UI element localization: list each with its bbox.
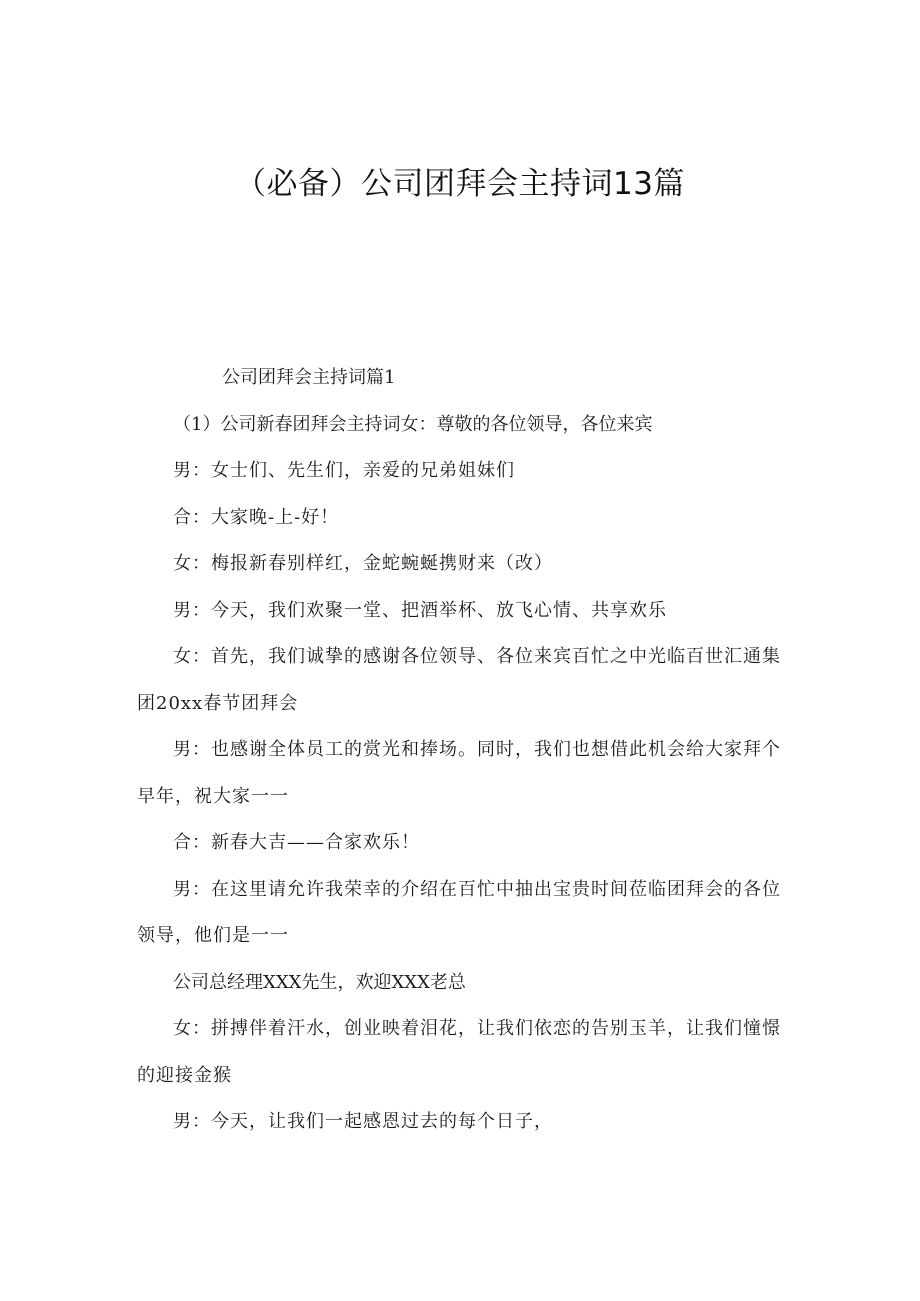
paragraph-8: 合：新春大吉——合家欢乐！ (173, 832, 420, 853)
paragraph-6: 女：首先，我们诚挚的感谢各位领导、各位来宾百忙之中光临百世汇通集团20xx春节团拜会 (137, 646, 781, 714)
paragraph-1: （1）公司新春团拜会主持词女：尊敬的各位领导，各位来宾 (173, 413, 653, 435)
paragraph-7: 男：也感谢全体员工的赏光和捧场。同时，我们也想借此机会给大家拜个早年，祝大家一一 (137, 739, 781, 807)
paragraph-2: 男：女士们、先生们，亲爱的兄弟姐妹们 (173, 460, 515, 481)
paragraph-3: 合：大家晚-上-好！ (173, 506, 340, 528)
paragraph-5: 男：今天，我们欢聚一堂、把酒举杯、放飞心情、共享欢乐 (173, 599, 667, 621)
paragraph-4: 女：梅报新春别样红，金蛇蜿蜒携财来（改） (173, 553, 553, 574)
paragraph-11: 女：拼搏伴着汗水，创业映着泪花，让我们依恋的告别玉羊，让我们憧憬的迎接金猴 (137, 1018, 781, 1086)
paragraph-10: 公司总经理XXX先生，欢迎XXX老总 (173, 971, 466, 993)
paragraph-12: 男：今天，让我们一起感恩过去的每个日子， (173, 1111, 553, 1132)
document-body (137, 355, 793, 1146)
section-heading: 公司团拜会主持词篇1 (222, 367, 396, 388)
paragraph-9: 男：在这里请允许我荣幸的介绍在百忙中抽出宝贵时间莅临团拜会的各位领导，他们是一一 (137, 878, 781, 946)
document-title: （必备）公司团拜会主持词13篇 (235, 166, 685, 202)
